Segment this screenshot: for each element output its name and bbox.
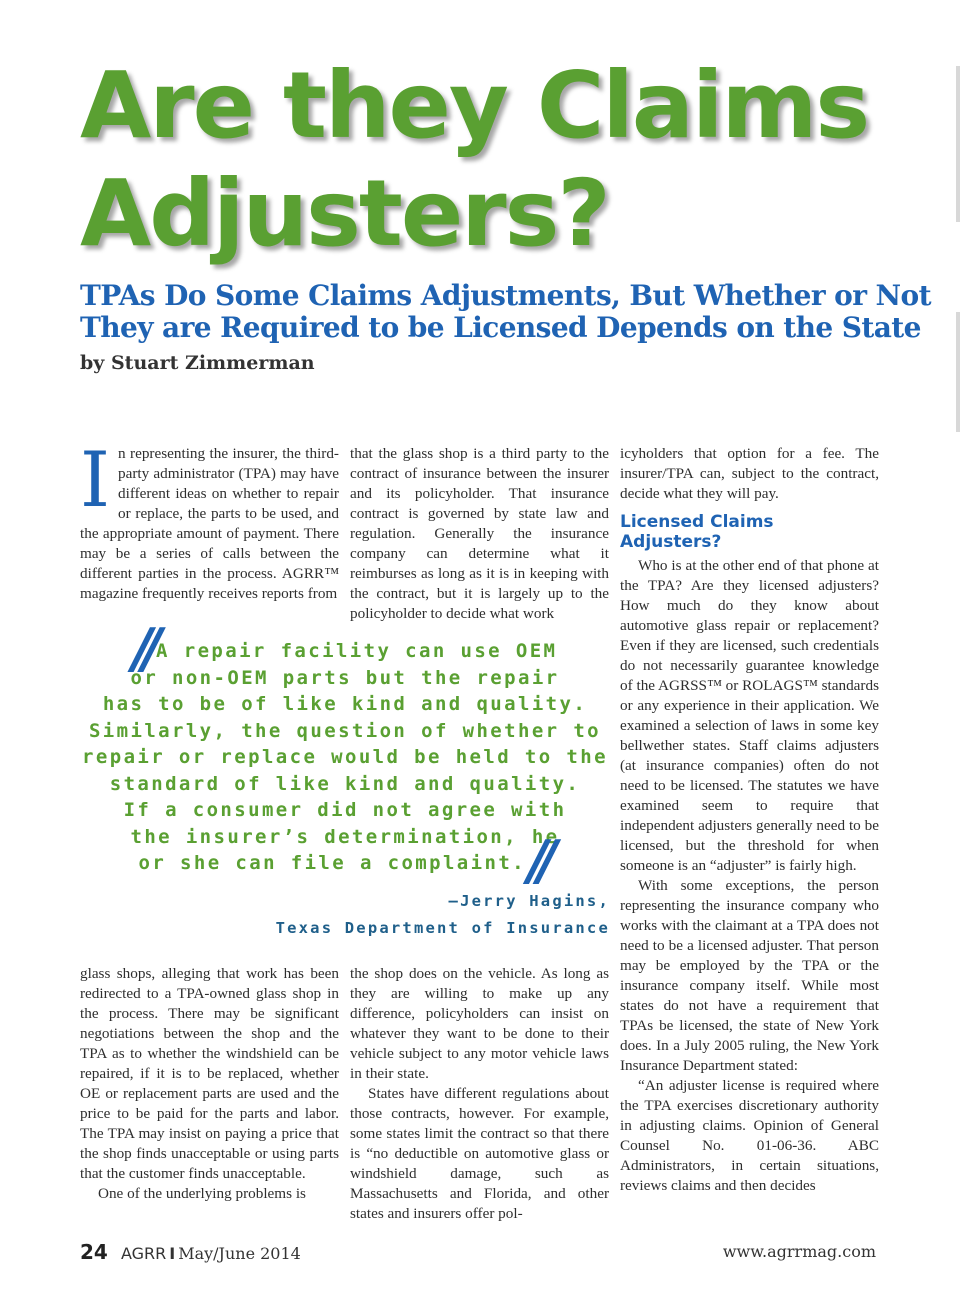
pull-quote-line: the insurer’s determination, he	[130, 825, 560, 848]
pull-quote-line: standard of like kind and quality.	[109, 772, 581, 795]
pull-quote-line: repair or replace would be held to the	[82, 746, 608, 768]
column-1-top	[80, 435, 339, 604]
drop-cap: I	[80, 435, 111, 524]
pull-quote-attribution	[80, 888, 610, 942]
headline	[80, 52, 940, 268]
pull-quote-line: Similarly, the question of whether to	[88, 719, 602, 742]
headline-line-1: Are they Claims	[80, 52, 869, 159]
pull-quote-line: or non-OEM parts but the repair	[130, 666, 560, 689]
page-number: 24	[80, 1240, 108, 1264]
column-3-paragraph-2: Who is at the other end of that phone at the TPA? Are they licensed adjusters? How much do they know about automotive glass repair or replacement? Even if they are licensed, such credentials do not necessarily guarantee knowledge of the AGRSS™ or ROLAGS™ standards or any experience in their application. We examined a selection of laws in some key bellwether states. Staff claims adjusters (at insurance companies) often do not need to be licensed. The statutes we have examined seem to require that independent adjusters generally need to be licensed, but the threshold for when someone is an “adjuster” is fairly high.	[620, 557, 879, 874]
column-2-bottom	[350, 964, 609, 1224]
subheadline	[80, 279, 931, 344]
issue-date: May/June 2014	[178, 1244, 301, 1263]
column-3	[620, 444, 879, 1196]
headline-line-2: Adjusters?	[80, 160, 609, 267]
column-2-top	[350, 444, 609, 624]
column-2-paragraph-1: that the glass shop is a third party to the contract of insurance between the insurer and its policyholder. That insurance contract is governed by state law and regulation. Generally the insurance company can determine what it reimburses as long as it is in keeping with the contract, but it is largely up to the policyholder to decide what work	[350, 445, 609, 622]
subheadline-line-1: TPAs Do Some Claims Adjustments, But Whether or Not	[80, 279, 931, 312]
footer-separator: I	[169, 1244, 176, 1263]
pull-quote-line: has to be of like kind and quality.	[102, 693, 588, 715]
open-quote-icon: //	[132, 617, 153, 680]
column-1-paragraph-continued: glass shops, alleging that work has been redirected to a TPA-owned glass shop in the process. There may be significant negotiations between the shop and the TPA as to whether the windshield can be repaired, if it is to be replaced, whether OE or replacement parts are used and the price to be paid for the parts and labor. The TPA may insist on paying a price that the shop finds unacceptable or using parts that the customer finds unacceptable.	[80, 965, 339, 1182]
pull-quote-line: or she can file a complaint.//	[138, 829, 548, 892]
column-1-paragraph-1: n representing the insurer, the third-party administrator (TPA) may have different ideas on whether to repair or replace, the parts to be used, and the appropriate amount of payment. There may be a series of calls between the different parties in the process. AGRR™ magazine frequently receives reports from	[80, 445, 339, 602]
pull-quote-line: // A repair facility can use OEM	[132, 617, 558, 680]
publication-name: AGRR	[120, 1244, 167, 1263]
page-edge-mark-bottom	[956, 312, 960, 432]
column-3-paragraph-1: icyholders that option for a fee. The insurer/TPA can, subject to the contract, decide what they will pay.	[620, 445, 879, 502]
column-2-paragraph-continued: the shop does on the vehicle. As long as they are willing to make up any difference, policyholders can insist on whatever they want to be done to their vehicle subject to any motor vehicle laws in their state.	[350, 965, 609, 1082]
close-quote-icon: //	[528, 829, 548, 892]
subheadline-line-2: They are Required to be Licensed Depends on the State	[80, 311, 921, 344]
page-edge-mark-top	[956, 66, 960, 222]
attribution-name: —Jerry Hagins,	[448, 892, 610, 910]
column-1-paragraph-2: One of the underlying problems is	[98, 1185, 306, 1202]
page-footer	[80, 1240, 880, 1270]
column-2-paragraph-2: States have different regulations about those contracts, however. For example, some states limit the contract so that there is “no deductible on automotive glass or windshield damage, such as Massachusetts and Florida, and other states and insurers offer pol-	[350, 1085, 609, 1222]
pull-quote-line: If a consumer did not agree with	[123, 799, 567, 821]
pull-quote	[80, 617, 610, 892]
website-url: www.agrrmag.com	[722, 1242, 876, 1261]
column-3-paragraph-3: With some exceptions, the person representing the insurance company who works with the claimant at a TPA does not need to be a licensed adjuster. That person may be employed by the TPA or the insurance company itself. While most states do not have a requirement that TPAs be licensed, the state of New York does. In a July 2005 ruling, the New York Insurance Department stated:	[620, 877, 879, 1074]
section-heading: Licensed Claims Adjusters?	[620, 512, 774, 552]
column-3-paragraph-4: “An adjuster license is required where the TPA exercises discretionary authority in adjusting claims. Opinion of General Counsel No. 01-06-36. ABC Administrators, in certain situations, reviews claims and then decides	[620, 1077, 879, 1194]
byline: by Stuart Zimmerman	[80, 352, 315, 374]
attribution-org: Texas Department of Insurance	[275, 919, 610, 937]
column-1-bottom	[80, 964, 339, 1204]
